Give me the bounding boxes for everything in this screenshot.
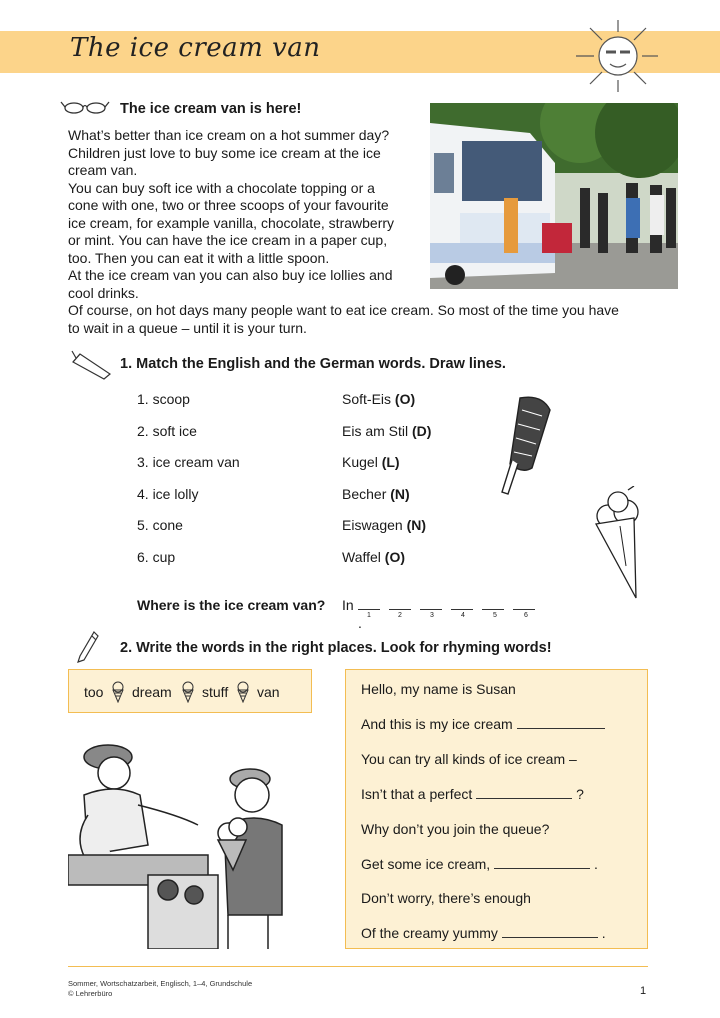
blank-number: 3 — [430, 612, 434, 619]
exercise1-heading: 1. Match the English and the German words. Draw lines. — [120, 356, 506, 372]
german-text: Becher — [342, 486, 387, 502]
english-word: 3. ice cream van — [137, 454, 240, 470]
glasses-icon — [60, 98, 110, 116]
poem-punct: . — [601, 925, 606, 941]
english-word: 4. ice lolly — [137, 486, 199, 502]
german-word — [342, 454, 400, 470]
footer-divider — [68, 966, 648, 967]
intro-line: cool drinks. — [68, 284, 139, 301]
intro-line: You can buy soft ice with a chocolate topping or a — [68, 179, 375, 196]
german-text: Waffel — [342, 549, 381, 565]
word-bank-word: van — [257, 684, 280, 700]
poem-text: Get some ice cream, — [361, 856, 491, 872]
answer-prefix: In — [342, 597, 354, 613]
intro-line: Children just love to buy some ice cream at the ice — [68, 144, 381, 161]
intro-line: too. Then you can eat it with a little spoon. — [68, 249, 330, 266]
ice-cream-van-photo — [430, 103, 678, 289]
german-letter: (O) — [394, 391, 416, 407]
poem-box — [345, 669, 648, 949]
intro-line: or mint. You can have the ice cream in a paper cup, — [68, 232, 388, 248]
blank-number: 4 — [461, 612, 465, 619]
german-word — [342, 486, 410, 502]
word-bank — [68, 669, 312, 713]
german-word — [342, 549, 405, 565]
answer-suffix: . — [358, 615, 362, 631]
german-word — [342, 423, 431, 439]
german-word — [342, 391, 415, 407]
exercise2-heading: 2. Write the words in the right places. Look for rhyming words! — [120, 640, 552, 656]
question-label: Where is the ice cream van? — [137, 597, 326, 613]
german-letter: (N) — [390, 486, 410, 502]
poem-text: Isn’t that a perfect — [361, 786, 473, 802]
poem-punct: . — [593, 856, 598, 872]
poem-line — [361, 856, 598, 872]
footer-line: © Lehrerbüro — [68, 988, 113, 998]
page-number: 1 — [640, 985, 647, 997]
word-bank-word: dream — [132, 684, 172, 700]
ice-cream-cone-illustration — [590, 486, 644, 600]
poem-text: Don’t worry, there’s enough — [361, 890, 531, 906]
poem-line — [361, 821, 549, 837]
english-word: 6. cup — [137, 549, 176, 565]
sun-icon — [566, 14, 662, 98]
poem-punct: ? — [576, 786, 584, 802]
ice-cream-seller-illustration — [68, 735, 288, 949]
poem-line — [361, 786, 584, 802]
german-text: Kugel — [342, 454, 378, 470]
german-letter: (N) — [406, 517, 427, 533]
german-text: Eis am Stil — [342, 423, 409, 439]
german-letter: (O) — [384, 549, 406, 565]
german-text: Eiswagen — [342, 517, 403, 533]
ice-cream-cone-icon — [236, 681, 250, 703]
english-word: 1. scoop — [137, 391, 190, 407]
intro-heading: The ice cream van is here! — [120, 101, 302, 117]
answer-blank[interactable] — [517, 716, 605, 729]
german-letter: (L) — [381, 454, 400, 470]
blank-number: 5 — [493, 612, 497, 619]
german-letter: (D) — [412, 423, 432, 439]
word-bank-word: too — [84, 684, 104, 700]
german-word — [342, 517, 426, 533]
poem-text: Hello, my name is Susan — [361, 681, 516, 697]
answer-blanks[interactable] — [358, 597, 548, 631]
poem-line — [361, 925, 606, 941]
german-text: Soft-Eis — [342, 391, 392, 407]
poem-line — [361, 716, 605, 732]
intro-line: cone with one, two or three scoops of your favourite — [68, 197, 389, 213]
pencil-icon — [70, 348, 114, 380]
english-word: 5. cone — [137, 517, 183, 533]
answer-blank[interactable] — [494, 856, 590, 869]
blank-number: 6 — [524, 612, 528, 619]
page-title: The ice cream van — [70, 33, 321, 63]
intro-line: Of course, on hot days many people want to eat ice cream. So most of the time you have — [68, 302, 619, 318]
ice-lolly-illustration — [498, 394, 554, 496]
poem-line — [361, 681, 516, 697]
ice-cream-cone-icon — [181, 681, 195, 703]
intro-line: to wait in a queue – until it is your turn. — [68, 319, 307, 336]
english-word: 2. soft ice — [137, 423, 197, 439]
intro-line: At the ice cream van you can also buy ice lollies and — [68, 267, 393, 283]
poem-line — [361, 890, 531, 906]
poem-text: And this is my ice cream — [361, 716, 513, 732]
intro-line: ice cream, for example vanilla, chocolate, strawberry — [68, 214, 395, 231]
intro-line: What’s better than ice cream on a hot summer day? — [68, 127, 390, 143]
footer-line: Sommer, Wortschatzarbeit, Englisch, 1–4, Grundschule — [68, 979, 253, 988]
blank-number: 2 — [398, 612, 402, 619]
word-bank-word: stuff — [202, 684, 229, 700]
intro-line: cream van. — [68, 162, 138, 178]
footer-text — [68, 979, 252, 998]
poem-text: Of the creamy yummy — [361, 925, 498, 941]
ice-cream-cone-icon — [111, 681, 125, 703]
answer-blank[interactable] — [502, 925, 598, 938]
poem-text: Why don’t you join the queue? — [361, 821, 550, 837]
answer-blank[interactable] — [476, 786, 572, 799]
pencil-icon — [76, 630, 100, 664]
poem-line — [361, 751, 577, 767]
blank-number: 1 — [367, 612, 371, 619]
poem-text: You can try all kinds of ice cream – — [361, 751, 577, 767]
